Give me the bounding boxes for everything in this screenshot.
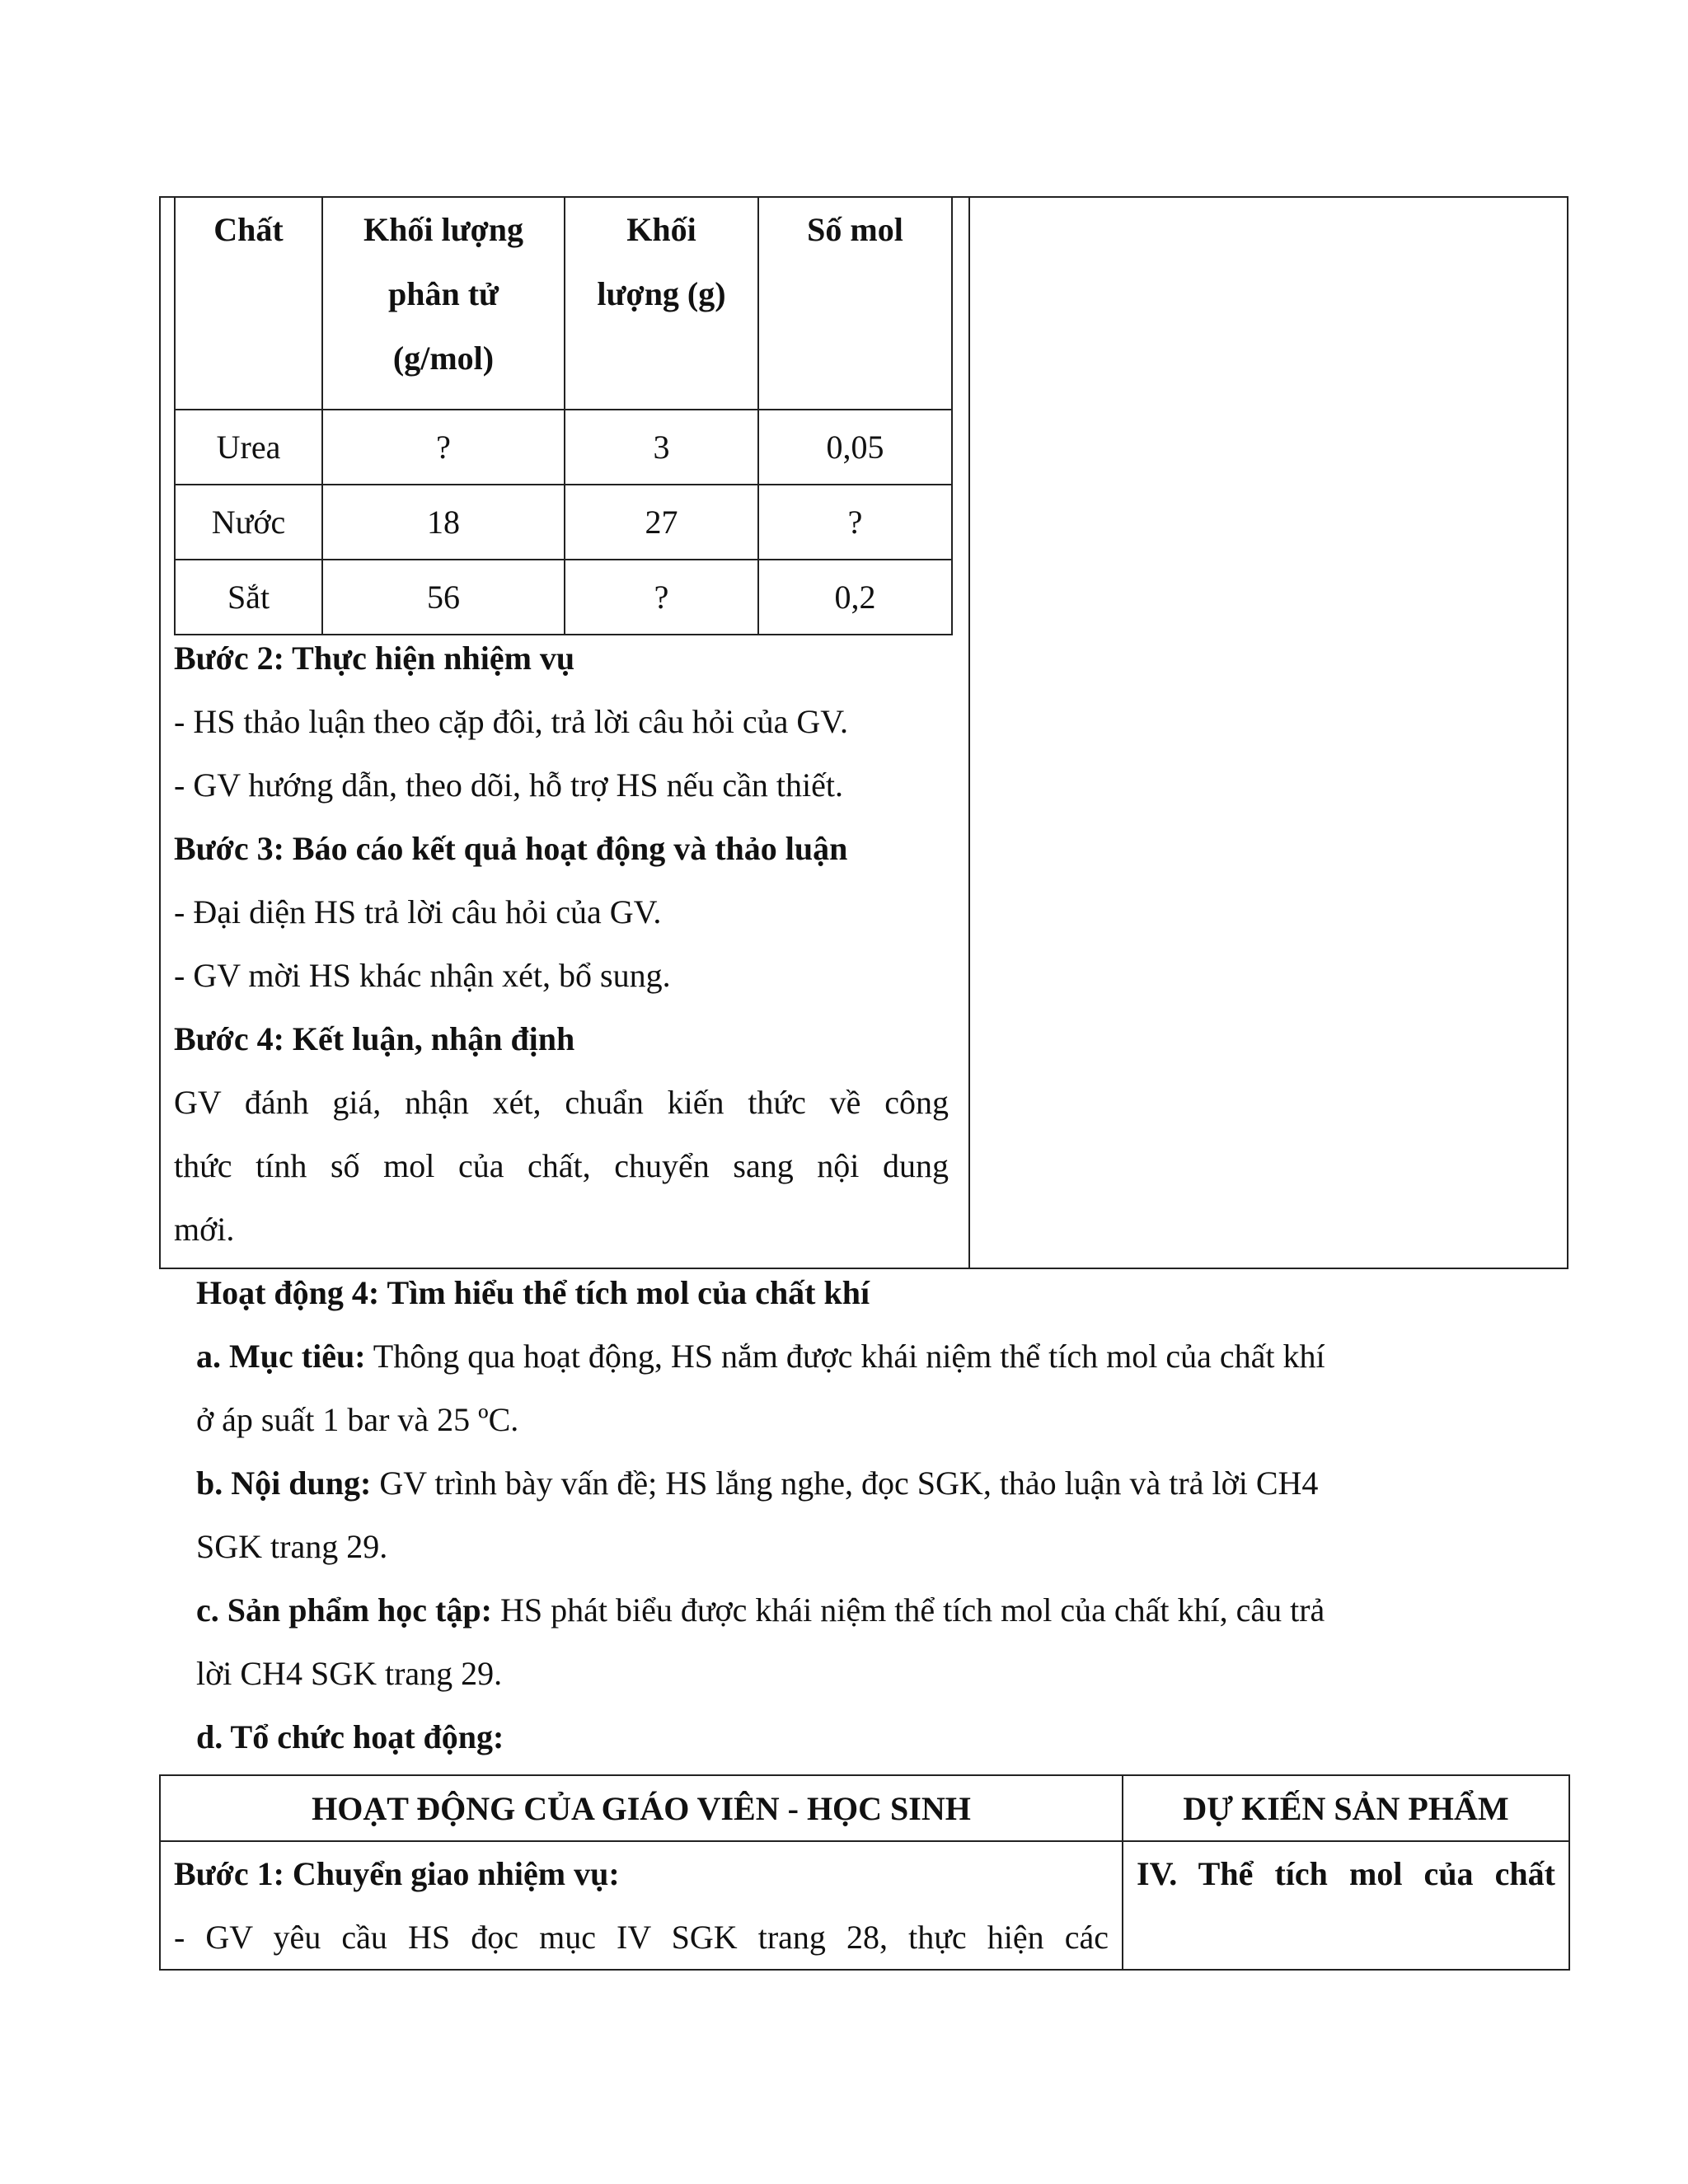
cell-mass: 3 xyxy=(565,410,758,485)
activity4-section xyxy=(196,1261,1482,1769)
product-paragraph xyxy=(196,1578,1482,1642)
product-text: HS phát biểu được khái niệm thể tích mol của chất khí, câu trả xyxy=(491,1591,1325,1629)
section-iv-title: IV. Thể tích mol của chất xyxy=(1137,1855,1555,1892)
table-row xyxy=(175,560,952,635)
header-molar-mass: Khối lượng phân tử (g/mol) xyxy=(322,197,565,410)
step4-line: mới. xyxy=(174,1211,235,1248)
step2-line: - HS thảo luận theo cặp đôi, trả lời câu hỏi của GV. xyxy=(174,703,848,740)
content-text: GV trình bày vấn đề; HS lắng nghe, đọc SGK, thảo luận và trả lời CH4 xyxy=(371,1465,1319,1502)
organization-label: d. Tổ chức hoạt động: xyxy=(196,1718,504,1755)
header-teacher-student: HOẠT ĐỘNG CỦA GIÁO VIÊN - HỌC SINH xyxy=(160,1775,1123,1841)
objective-label: a. Mục tiêu: xyxy=(196,1338,366,1375)
teacher-student-cell xyxy=(160,1841,1123,1970)
cell-mol: 0,2 xyxy=(758,560,952,635)
activity4-title: Hoạt động 4: Tìm hiểu thể tích mol của chất khí xyxy=(196,1274,870,1311)
step3-line: - GV mời HS khác nhận xét, bổ sung. xyxy=(174,957,671,994)
table-row xyxy=(175,410,952,485)
mol-data-table xyxy=(174,196,953,635)
cell-molar-mass: ? xyxy=(322,410,565,485)
cell-substance: Urea xyxy=(175,410,322,485)
cell-molar-mass: 18 xyxy=(322,485,565,560)
content-label: b. Nội dung: xyxy=(196,1465,372,1502)
product-label: c. Sản phẩm học tập: xyxy=(196,1591,492,1629)
objective-paragraph xyxy=(196,1324,1482,1388)
step1-title: Bước 1: Chuyển giao nhiệm vụ: xyxy=(174,1855,620,1892)
objective-text: Thông qua hoạt động, HS nắm được khái niệm thể tích mol của chất khí xyxy=(365,1338,1325,1375)
step2-line: - GV hướng dẫn, theo dõi, hỗ trợ HS nếu cần thiết. xyxy=(174,766,844,804)
expected-product-cell xyxy=(1123,1841,1569,1970)
cell-substance: Sắt xyxy=(175,560,322,635)
cell-mol: ? xyxy=(758,485,952,560)
cell-mass: ? xyxy=(565,560,758,635)
step4-line: GV đánh giá, nhận xét, chuẩn kiến thức về công xyxy=(174,1084,949,1121)
content-text-cont: SGK trang 29. xyxy=(196,1528,388,1565)
activity4-table xyxy=(159,1774,1570,1971)
steps-text xyxy=(174,626,949,1261)
table-header-row xyxy=(160,1775,1569,1841)
step4-title: Bước 4: Kết luận, nhận định xyxy=(174,1020,575,1057)
cell-substance: Nước xyxy=(175,485,322,560)
header-expected-product: DỰ KIẾN SẢN PHẨM xyxy=(1123,1775,1569,1841)
cell-molar-mass: 56 xyxy=(322,560,565,635)
content-paragraph xyxy=(196,1451,1482,1515)
header-mol: Số mol xyxy=(758,197,952,410)
product-text-cont: lời CH4 SGK trang 29. xyxy=(196,1655,503,1692)
objective-text-cont: ở áp suất 1 bar và 25 ºC. xyxy=(196,1401,519,1438)
cell-mass: 27 xyxy=(565,485,758,560)
step2-title: Bước 2: Thực hiện nhiệm vụ xyxy=(174,640,575,677)
step1-line: - GV yêu cầu HS đọc mục IV SGK trang 28, thực hiện các xyxy=(174,1919,1109,1956)
cell-mol: 0,05 xyxy=(758,410,952,485)
header-mass: Khối lượng (g) xyxy=(565,197,758,410)
table-header-row xyxy=(175,197,952,410)
column-divider xyxy=(968,198,970,1268)
table-row xyxy=(160,1841,1569,1970)
step3-line: - Đại diện HS trả lời câu hỏi của GV. xyxy=(174,893,662,930)
header-chat: Chất xyxy=(175,197,322,410)
table-row xyxy=(175,485,952,560)
step4-line: thức tính số mol của chất, chuyển sang nội dung xyxy=(174,1147,949,1184)
step3-title: Bước 3: Báo cáo kết quả hoạt động và thảo luận xyxy=(174,830,848,867)
